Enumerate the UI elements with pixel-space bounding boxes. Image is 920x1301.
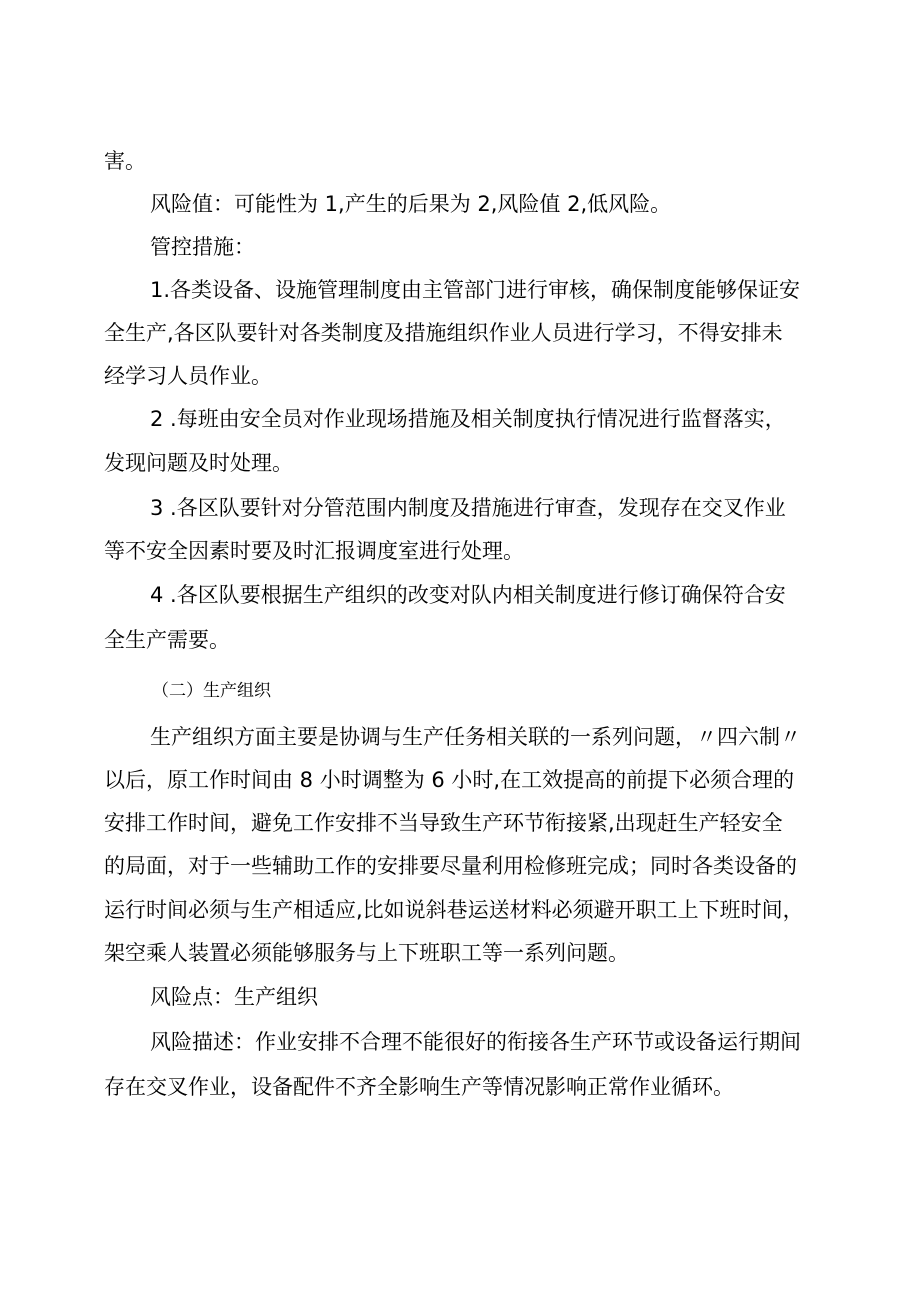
measure-2-line: 发现问题及时处理。 [104, 451, 293, 475]
risk-description-line: 风险描述：作业安排不合理不能很好的衔接各生产环节或设备运行期间 [150, 1030, 801, 1054]
measure-1-line: 1.各类设备、设施管理制度由主管部门进行审核，确保制度能够保证安 [150, 278, 801, 302]
measure-1-line: 全生产,各区队要针对各类制度及措施组织作业人员进行学习，不得安排未 [104, 321, 783, 345]
section-heading: （二）生产组织 [152, 681, 271, 701]
paragraph-line: 害。 [104, 149, 146, 173]
measure-4-line: 4 .各区队要根据生产组织的改变对队内相关制度进行修订确保符合安 [150, 583, 786, 607]
measure-1-line: 经学习人员作业。 [104, 364, 272, 388]
measure-3-line: 等不安全因素时要及时汇报调度室进行处理。 [104, 539, 524, 563]
measure-2-line: 2 .每班由安全员对作业现场措施及相关制度执行情况进行监督落实， [150, 407, 786, 431]
production-paragraph-line: 运行时间必须与生产相适应,比如说斜巷运送材料必须避开职工上下班时间， [104, 898, 804, 922]
production-paragraph-line: 以后，原工作时间由 8 小时调整为 6 小时,在工效提高的前提下必须合理的 [104, 768, 795, 792]
risk-description-line: 存在交叉作业，设备配件不齐全影响生产等情况影响正常作业循环。 [104, 1075, 734, 1099]
production-paragraph-line: 架空乘人装置必须能够服务与上下班职工等一系列问题。 [104, 941, 629, 965]
control-measures-title: 管控措施： [150, 235, 255, 259]
risk-point-line: 风险点：生产组织 [150, 985, 318, 1009]
risk-value-line: 风险值：可能性为 1,产生的后果为 2,风险值 2,低风险。 [150, 192, 672, 216]
production-paragraph-line: 生产组织方面主要是协调与生产任务相关联的一系列问题，〃四六制〃 [150, 725, 801, 749]
production-paragraph-line: 安排工作时间，避免工作安排不当导致生产环节衔接紧,出现赶生产轻安全 [104, 811, 783, 835]
production-paragraph-line: 的局面，对于一些辅助工作的安排要尽量利用检修班完成；同时各类设备的 [104, 854, 797, 878]
measure-4-line: 全生产需要。 [104, 628, 230, 652]
measure-3-line: 3 .各区队要针对分管范围内制度及措施进行审查，发现存在交叉作业 [150, 496, 786, 520]
